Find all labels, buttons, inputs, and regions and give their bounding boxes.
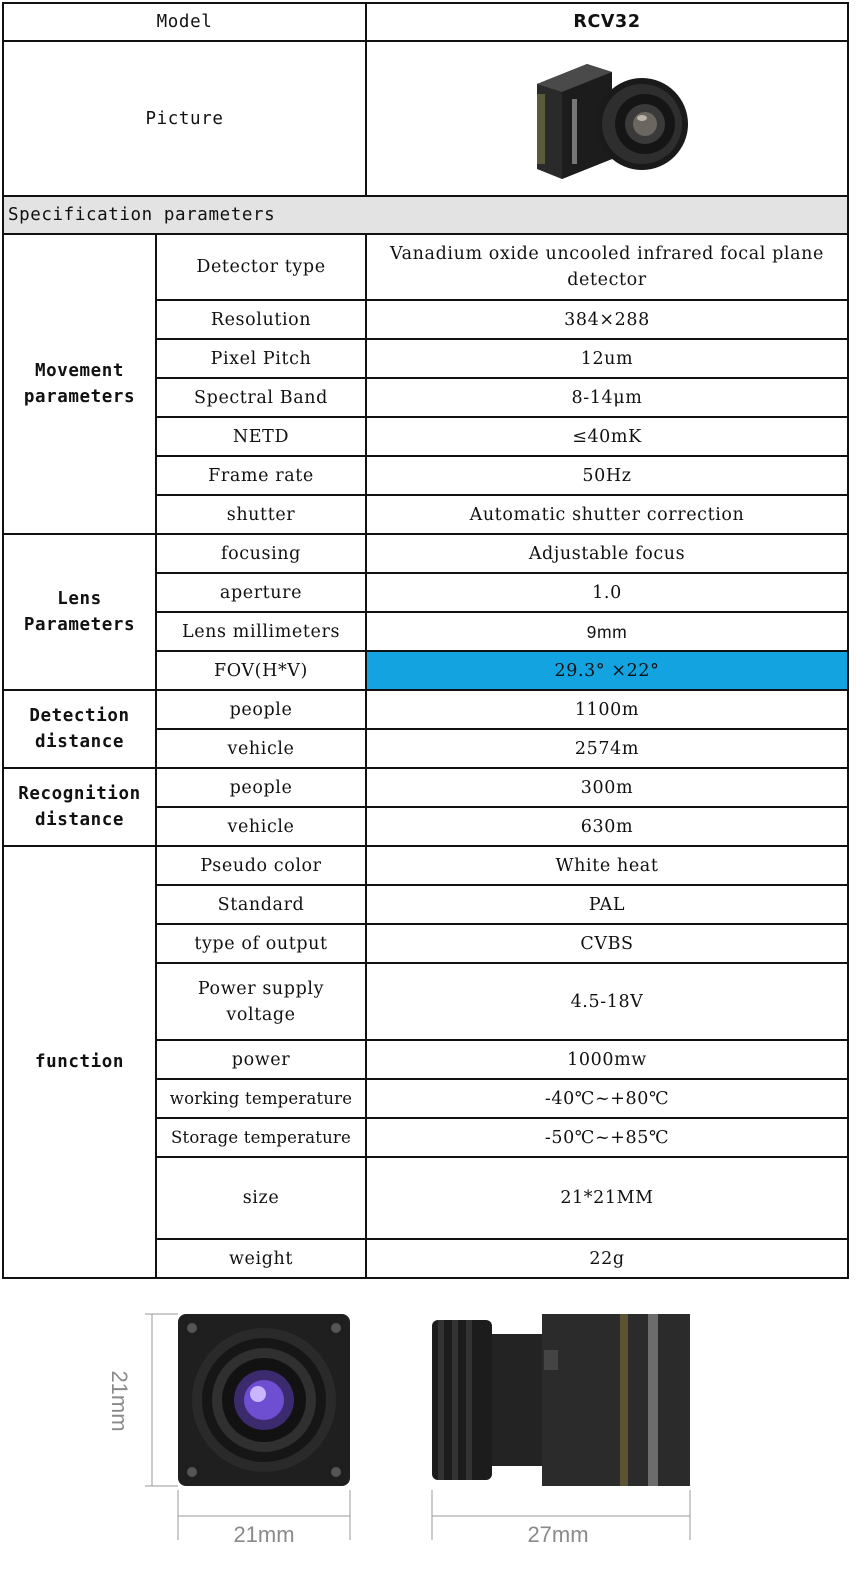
row-label: Resolution <box>156 300 366 339</box>
row-value: 1100m <box>366 690 848 729</box>
model-label: Model <box>3 3 366 41</box>
row-label: Standard <box>156 885 366 924</box>
group-lens: Lens Parameters <box>3 534 156 690</box>
row-value: Vanadium oxide uncooled infrared focal plane detector <box>366 234 848 300</box>
row-value: -40℃~+80℃ <box>366 1079 848 1118</box>
row-label: NETD <box>156 417 366 456</box>
row-value: Adjustable focus <box>366 534 848 573</box>
row-label: focusing <box>156 534 366 573</box>
group-detection: Detection distance <box>3 690 156 768</box>
row-value: 21*21MM <box>366 1157 848 1239</box>
row-label: Power supply voltage <box>156 963 366 1040</box>
row-value: -50℃~+85℃ <box>366 1118 848 1157</box>
group-function: function <box>3 846 156 1278</box>
row-value: 4.5-18V <box>366 963 848 1040</box>
dimension-drawing <box>0 1290 860 1590</box>
picture-label: Picture <box>3 41 366 196</box>
row-value: Automatic shutter correction <box>366 495 848 534</box>
row-label: weight <box>156 1239 366 1278</box>
picture-row <box>3 41 848 196</box>
row-value: ≤40mK <box>366 417 848 456</box>
row-label: people <box>156 768 366 807</box>
model-value: RCV32 <box>366 3 848 41</box>
front-width-label: 21mm <box>233 1522 295 1547</box>
table-row <box>3 768 848 807</box>
row-label: aperture <box>156 573 366 612</box>
row-label: vehicle <box>156 729 366 768</box>
row-value: White heat <box>366 846 848 885</box>
section-header-row <box>3 196 848 234</box>
row-value: 22g <box>366 1239 848 1278</box>
section-title: Specification parameters <box>3 196 848 234</box>
row-label: Storage temperature <box>156 1118 366 1157</box>
table-row <box>3 846 848 885</box>
row-value-highlighted: 29.3° ×22° <box>366 651 848 690</box>
table-row <box>3 690 848 729</box>
front-height-label: 21mm <box>107 1370 133 1432</box>
row-label: type of output <box>156 924 366 963</box>
row-value: 1000mw <box>366 1040 848 1079</box>
table-row <box>3 234 848 300</box>
row-label: power <box>156 1040 366 1079</box>
row-value: 1.0 <box>366 573 848 612</box>
row-label: people <box>156 690 366 729</box>
row-value: 630m <box>366 807 848 846</box>
row-label: working temperature <box>156 1079 366 1118</box>
row-label: Pseudo color <box>156 846 366 885</box>
row-label: shutter <box>156 495 366 534</box>
row-value: 300m <box>366 768 848 807</box>
row-value: 50Hz <box>366 456 848 495</box>
row-label: size <box>156 1157 366 1239</box>
row-value: 8-14μm <box>366 378 848 417</box>
spec-table <box>2 2 849 1279</box>
row-label: FOV(H*V) <box>156 651 366 690</box>
front-view <box>145 1314 350 1540</box>
product-picture <box>366 41 848 196</box>
row-label: Detector type <box>156 234 366 300</box>
row-label: Lens millimeters <box>156 612 366 651</box>
group-recognition: Recognition distance <box>3 768 156 846</box>
side-length-label: 27mm <box>527 1522 589 1547</box>
row-label: Pixel Pitch <box>156 339 366 378</box>
table-row <box>3 534 848 573</box>
group-movement: Movement parameters <box>3 234 156 534</box>
row-label: vehicle <box>156 807 366 846</box>
row-value: 12um <box>366 339 848 378</box>
row-value: CVBS <box>366 924 848 963</box>
side-view <box>432 1314 690 1540</box>
row-value: PAL <box>366 885 848 924</box>
row-value: 9mm <box>366 612 848 651</box>
model-row <box>3 3 848 41</box>
camera-module-image <box>517 54 697 184</box>
row-label: Spectral Band <box>156 378 366 417</box>
row-label: Frame rate <box>156 456 366 495</box>
row-value: 2574m <box>366 729 848 768</box>
row-value: 384×288 <box>366 300 848 339</box>
